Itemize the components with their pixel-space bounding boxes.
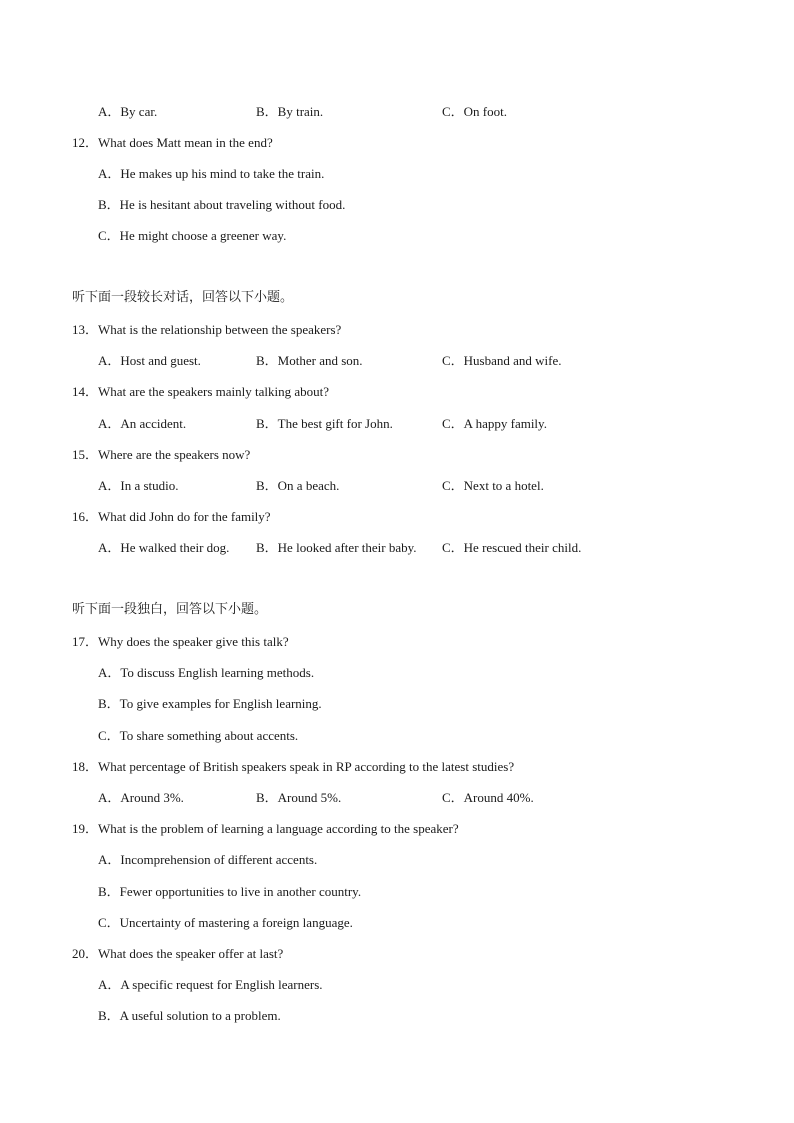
q18-option-b: B．Around 5%. [256, 790, 342, 805]
section-heading-dialogue: 听下面一段较长对话，回答以下小题。 [72, 290, 294, 305]
q14-question: 14．What are the speakers mainly talking about? [72, 384, 330, 399]
q20-option-a: A．A specific request for English learners. [98, 977, 323, 992]
q20-question: 20．What does the speaker offer at last? [72, 946, 284, 961]
q13-option-c: C．Husband and wife. [442, 353, 562, 368]
q18-option-a: A．Around 3%. [98, 790, 184, 805]
q14-option-a: A．An accident. [98, 416, 187, 431]
section-heading-monologue: 听下面一段独白，回答以下小题。 [72, 602, 268, 617]
q15-option-c: C．Next to a hotel. [442, 478, 544, 493]
q15-option-a: A．In a studio. [98, 478, 179, 493]
q11-option-c: C．On foot. [442, 104, 508, 119]
q19-option-c: C．Uncertainty of mastering a foreign language. [98, 915, 353, 930]
q16-option-c: C．He rescued their child. [442, 540, 582, 555]
q13-question: 13．What is the relationship between the speakers? [72, 322, 342, 337]
q17-option-a: A．To discuss English learning methods. [98, 665, 315, 680]
q15-question: 15．Where are the speakers now? [72, 447, 251, 462]
q18-option-c: C．Around 40%. [442, 790, 534, 805]
q18-question: 18．What percentage of British speakers speak in RP according to the latest studies? [72, 759, 515, 774]
q14-option-b: B．The best gift for John. [256, 416, 393, 431]
q12-question: 12．What does Matt mean in the end? [72, 135, 273, 150]
q15-option-b: B．On a beach. [256, 478, 340, 493]
q17-option-b: B．To give examples for English learning. [98, 696, 322, 711]
q12-option-b: B．He is hesitant about traveling without food. [98, 197, 346, 212]
q11-option-b: B．By train. [256, 104, 324, 119]
q12-option-a: A．He makes up his mind to take the train. [98, 166, 325, 181]
q19-option-a: A．Incomprehension of different accents. [98, 852, 318, 867]
q14-option-c: C．A happy family. [442, 416, 547, 431]
q16-option-a: A．He walked their dog. [98, 540, 230, 555]
q17-option-c: C．To share something about accents. [98, 728, 299, 743]
q19-question: 19．What is the problem of learning a language according to the speaker? [72, 821, 459, 836]
q19-option-b: B．Fewer opportunities to live in another country. [98, 884, 362, 899]
q16-question: 16．What did John do for the family? [72, 509, 271, 524]
q13-option-b: B．Mother and son. [256, 353, 363, 368]
q17-question: 17．Why does the speaker give this talk? [72, 634, 289, 649]
q13-option-a: A．Host and guest. [98, 353, 201, 368]
q16-option-b: B．He looked after their baby. [256, 540, 417, 555]
q20-option-b: B．A useful solution to a problem. [98, 1008, 281, 1023]
q12-option-c: C．He might choose a greener way. [98, 228, 287, 243]
q11-option-a: A．By car. [98, 104, 158, 119]
